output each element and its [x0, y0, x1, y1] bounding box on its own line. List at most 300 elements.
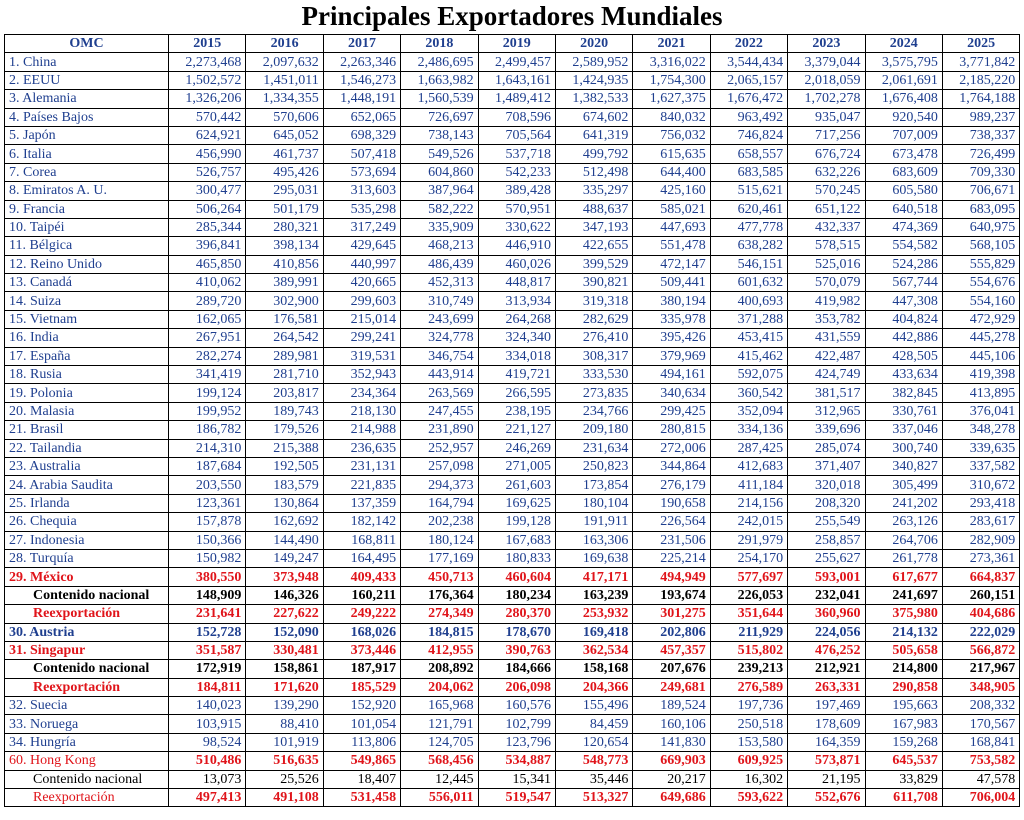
row-label: 16. India	[5, 329, 169, 347]
value-cell: 488,637	[555, 200, 632, 218]
table-row	[5, 274, 1020, 292]
value-cell: 150,982	[169, 549, 246, 567]
value-cell: 160,211	[323, 586, 400, 604]
value-cell: 187,684	[169, 457, 246, 475]
value-cell: 705,564	[478, 126, 555, 144]
value-cell: 12,445	[401, 770, 478, 788]
header-year: 2015	[169, 35, 246, 53]
value-cell: 352,094	[710, 402, 787, 420]
value-cell: 605,580	[865, 182, 942, 200]
value-cell: 1,334,355	[246, 90, 323, 108]
value-cell: 1,451,011	[246, 71, 323, 89]
value-cell: 457,357	[633, 641, 710, 659]
value-cell: 413,895	[942, 384, 1019, 402]
value-cell: 101,919	[246, 733, 323, 751]
value-cell: 3,544,434	[710, 53, 787, 71]
value-cell: 152,090	[246, 623, 323, 641]
value-cell: 302,900	[246, 292, 323, 310]
value-cell: 390,821	[555, 274, 632, 292]
value-cell: 276,179	[633, 476, 710, 494]
value-cell: 249,222	[323, 605, 400, 623]
value-cell: 512,498	[555, 163, 632, 181]
value-cell: 187,917	[323, 660, 400, 678]
value-cell: 282,274	[169, 347, 246, 365]
value-cell: 171,620	[246, 678, 323, 696]
value-cell: 308,317	[555, 347, 632, 365]
value-cell: 301,275	[633, 605, 710, 623]
table-row	[5, 90, 1020, 108]
value-cell: 98,524	[169, 733, 246, 751]
value-cell: 651,122	[788, 200, 865, 218]
value-cell: 317,249	[323, 218, 400, 236]
value-cell: 195,663	[865, 697, 942, 715]
row-label: 14. Suiza	[5, 292, 169, 310]
value-cell: 186,782	[169, 421, 246, 439]
value-cell: 419,721	[478, 366, 555, 384]
value-cell: 162,692	[246, 513, 323, 531]
value-cell: 445,106	[942, 347, 1019, 365]
value-cell: 708,596	[478, 108, 555, 126]
value-cell: 162,065	[169, 310, 246, 328]
value-cell: 177,169	[401, 549, 478, 567]
value-cell: 139,290	[246, 697, 323, 715]
value-cell: 535,298	[323, 200, 400, 218]
value-cell: 632,226	[788, 163, 865, 181]
value-cell: 380,550	[169, 568, 246, 586]
value-cell: 158,861	[246, 660, 323, 678]
value-cell: 601,632	[710, 274, 787, 292]
value-cell: 446,910	[478, 237, 555, 255]
value-cell: 241,202	[865, 494, 942, 512]
value-cell: 84,459	[555, 715, 632, 733]
value-cell: 573,694	[323, 163, 400, 181]
value-cell: 312,965	[788, 402, 865, 420]
value-cell: 472,929	[942, 310, 1019, 328]
table-row	[5, 678, 1020, 696]
value-cell: 3,575,795	[865, 53, 942, 71]
value-cell: 505,658	[865, 641, 942, 659]
value-cell: 515,621	[710, 182, 787, 200]
value-cell: 3,379,044	[788, 53, 865, 71]
value-cell: 593,001	[788, 568, 865, 586]
table-row	[5, 531, 1020, 549]
header-year: 2025	[942, 35, 1019, 53]
value-cell: 178,609	[788, 715, 865, 733]
table-row	[5, 421, 1020, 439]
value-cell: 554,160	[942, 292, 1019, 310]
value-cell: 746,824	[710, 126, 787, 144]
value-cell: 247,455	[401, 402, 478, 420]
value-cell: 285,074	[788, 439, 865, 457]
row-label: 7. Corea	[5, 163, 169, 181]
value-cell: 340,827	[865, 457, 942, 475]
value-cell: 330,761	[865, 402, 942, 420]
table-row	[5, 292, 1020, 310]
value-cell: 422,487	[788, 347, 865, 365]
value-cell: 509,441	[633, 274, 710, 292]
value-cell: 313,934	[478, 292, 555, 310]
value-cell: 2,185,220	[942, 71, 1019, 89]
value-cell: 176,364	[401, 586, 478, 604]
value-cell: 294,373	[401, 476, 478, 494]
row-label: 18. Rusia	[5, 366, 169, 384]
value-cell: 1,546,273	[323, 71, 400, 89]
value-cell: 330,481	[246, 641, 323, 659]
value-cell: 549,526	[401, 145, 478, 163]
value-cell: 424,749	[788, 366, 865, 384]
value-cell: 644,400	[633, 163, 710, 181]
value-cell: 169,625	[478, 494, 555, 512]
row-label: 26. Chequia	[5, 513, 169, 531]
value-cell: 433,634	[865, 366, 942, 384]
value-cell: 189,524	[633, 697, 710, 715]
value-cell: 525,016	[788, 255, 865, 273]
value-cell: 1,764,188	[942, 90, 1019, 108]
header-year: 2018	[401, 35, 478, 53]
value-cell: 664,837	[942, 568, 1019, 586]
value-cell: 390,763	[478, 641, 555, 659]
value-cell: 214,988	[323, 421, 400, 439]
value-cell: 756,032	[633, 126, 710, 144]
value-cell: 1,382,533	[555, 90, 632, 108]
value-cell: 13,073	[169, 770, 246, 788]
value-cell: 593,622	[710, 789, 787, 807]
value-cell: 552,676	[788, 789, 865, 807]
value-cell: 173,854	[555, 476, 632, 494]
value-cell: 617,677	[865, 568, 942, 586]
value-cell: 546,151	[710, 255, 787, 273]
row-label: Contenido nacional	[5, 770, 169, 788]
value-cell: 339,635	[942, 439, 1019, 457]
value-cell: 120,654	[555, 733, 632, 751]
value-cell: 577,697	[710, 568, 787, 586]
value-cell: 287,425	[710, 439, 787, 457]
value-cell: 189,743	[246, 402, 323, 420]
value-cell: 167,683	[478, 531, 555, 549]
value-cell: 330,622	[478, 218, 555, 236]
value-cell: 335,297	[555, 182, 632, 200]
value-cell: 515,802	[710, 641, 787, 659]
value-cell: 549,865	[323, 752, 400, 770]
value-cell: 1,627,375	[633, 90, 710, 108]
value-cell: 334,018	[478, 347, 555, 365]
value-cell: 280,370	[478, 605, 555, 623]
value-cell: 255,627	[788, 549, 865, 567]
value-cell: 242,015	[710, 513, 787, 531]
value-cell: 524,286	[865, 255, 942, 273]
value-cell: 2,061,691	[865, 71, 942, 89]
value-cell: 706,004	[942, 789, 1019, 807]
value-cell: 255,549	[788, 513, 865, 531]
value-cell: 2,273,468	[169, 53, 246, 71]
value-cell: 197,469	[788, 697, 865, 715]
value-cell: 429,645	[323, 237, 400, 255]
value-cell: 486,439	[401, 255, 478, 273]
value-cell: 592,075	[710, 366, 787, 384]
value-cell: 88,410	[246, 715, 323, 733]
header-year: 2017	[323, 35, 400, 53]
value-cell: 570,079	[788, 274, 865, 292]
value-cell: 440,997	[323, 255, 400, 273]
value-cell: 158,168	[555, 660, 632, 678]
value-cell: 570,245	[788, 182, 865, 200]
value-cell: 381,517	[788, 384, 865, 402]
value-cell: 199,128	[478, 513, 555, 531]
table-row	[5, 568, 1020, 586]
value-cell: 234,364	[323, 384, 400, 402]
table-row	[5, 641, 1020, 659]
header-omc: OMC	[5, 35, 169, 53]
value-cell: 1,489,412	[478, 90, 555, 108]
value-cell: 222,029	[942, 623, 1019, 641]
value-cell: 164,359	[788, 733, 865, 751]
value-cell: 362,534	[555, 641, 632, 659]
value-cell: 472,147	[633, 255, 710, 273]
value-cell: 299,425	[633, 402, 710, 420]
value-cell: 2,097,632	[246, 53, 323, 71]
value-cell: 212,921	[788, 660, 865, 678]
value-cell: 683,609	[865, 163, 942, 181]
value-cell: 1,676,408	[865, 90, 942, 108]
value-cell: 184,811	[169, 678, 246, 696]
value-cell: 164,495	[323, 549, 400, 567]
value-cell: 548,773	[555, 752, 632, 770]
value-cell: 263,126	[865, 513, 942, 531]
value-cell: 148,909	[169, 586, 246, 604]
value-cell: 428,505	[865, 347, 942, 365]
value-cell: 419,982	[788, 292, 865, 310]
table-row	[5, 715, 1020, 733]
value-cell: 476,252	[788, 641, 865, 659]
value-cell: 531,458	[323, 789, 400, 807]
table-row	[5, 255, 1020, 273]
row-label: 22. Tailandia	[5, 439, 169, 457]
value-cell: 443,914	[401, 366, 478, 384]
value-cell: 2,018,059	[788, 71, 865, 89]
value-cell: 130,864	[246, 494, 323, 512]
value-cell: 221,835	[323, 476, 400, 494]
value-cell: 453,415	[710, 329, 787, 347]
value-cell: 180,833	[478, 549, 555, 567]
value-cell: 160,576	[478, 697, 555, 715]
row-label: 21. Brasil	[5, 421, 169, 439]
value-cell: 568,105	[942, 237, 1019, 255]
value-cell: 192,505	[246, 457, 323, 475]
value-cell: 989,237	[942, 108, 1019, 126]
value-cell: 706,671	[942, 182, 1019, 200]
value-cell: 208,320	[788, 494, 865, 512]
row-label: 1. China	[5, 53, 169, 71]
value-cell: 499,792	[555, 145, 632, 163]
value-cell: 261,603	[478, 476, 555, 494]
value-cell: 258,857	[788, 531, 865, 549]
value-cell: 281,710	[246, 366, 323, 384]
value-cell: 202,238	[401, 513, 478, 531]
value-cell: 409,433	[323, 568, 400, 586]
table-row	[5, 586, 1020, 604]
value-cell: 273,835	[555, 384, 632, 402]
value-cell: 295,031	[246, 182, 323, 200]
value-cell: 347,193	[555, 218, 632, 236]
value-cell: 568,456	[401, 752, 478, 770]
value-cell: 570,951	[478, 200, 555, 218]
row-label: Contenido nacional	[5, 660, 169, 678]
value-cell: 1,424,935	[555, 71, 632, 89]
value-cell: 155,496	[555, 697, 632, 715]
value-cell: 113,806	[323, 733, 400, 751]
table-row	[5, 200, 1020, 218]
value-cell: 452,313	[401, 274, 478, 292]
value-cell: 305,499	[865, 476, 942, 494]
value-cell: 184,666	[478, 660, 555, 678]
table-row	[5, 366, 1020, 384]
value-cell: 683,585	[710, 163, 787, 181]
value-cell: 1,754,300	[633, 71, 710, 89]
value-cell: 190,658	[633, 494, 710, 512]
value-cell: 165,968	[401, 697, 478, 715]
value-cell: 448,817	[478, 274, 555, 292]
value-cell: 510,486	[169, 752, 246, 770]
row-label: 33. Noruega	[5, 715, 169, 733]
value-cell: 840,032	[633, 108, 710, 126]
table-row	[5, 770, 1020, 788]
value-cell: 169,638	[555, 549, 632, 567]
value-cell: 234,766	[555, 402, 632, 420]
header-year: 2022	[710, 35, 787, 53]
value-cell: 398,134	[246, 237, 323, 255]
value-cell: 324,340	[478, 329, 555, 347]
row-label: 27. Indonesia	[5, 531, 169, 549]
value-cell: 676,724	[788, 145, 865, 163]
value-cell: 411,184	[710, 476, 787, 494]
value-cell: 280,321	[246, 218, 323, 236]
value-cell: 178,670	[478, 623, 555, 641]
value-cell: 431,559	[788, 329, 865, 347]
value-cell: 226,564	[633, 513, 710, 531]
value-cell: 461,737	[246, 145, 323, 163]
table-row	[5, 752, 1020, 770]
value-cell: 137,359	[323, 494, 400, 512]
value-cell: 555,829	[942, 255, 1019, 273]
value-cell: 920,540	[865, 108, 942, 126]
value-cell: 144,490	[246, 531, 323, 549]
value-cell: 620,461	[710, 200, 787, 218]
value-cell: 207,676	[633, 660, 710, 678]
value-cell: 266,595	[478, 384, 555, 402]
value-cell: 652,065	[323, 108, 400, 126]
value-cell: 160,106	[633, 715, 710, 733]
value-cell: 319,318	[555, 292, 632, 310]
row-label: 12. Reino Unido	[5, 255, 169, 273]
value-cell: 263,331	[788, 678, 865, 696]
value-cell: 103,915	[169, 715, 246, 733]
value-cell: 204,062	[401, 678, 478, 696]
value-cell: 573,871	[788, 752, 865, 770]
value-cell: 491,108	[246, 789, 323, 807]
value-cell: 604,860	[401, 163, 478, 181]
value-cell: 146,326	[246, 586, 323, 604]
value-cell: 495,426	[246, 163, 323, 181]
value-cell: 241,697	[865, 586, 942, 604]
value-cell: 149,247	[246, 549, 323, 567]
value-cell: 163,306	[555, 531, 632, 549]
value-cell: 214,800	[865, 660, 942, 678]
row-label: 10. Taipéi	[5, 218, 169, 236]
value-cell: 474,369	[865, 218, 942, 236]
table-row	[5, 71, 1020, 89]
value-cell: 387,964	[401, 182, 478, 200]
value-cell: 395,426	[633, 329, 710, 347]
value-cell: 460,604	[478, 568, 555, 586]
value-cell: 360,542	[710, 384, 787, 402]
value-cell: 615,635	[633, 145, 710, 163]
value-cell: 640,975	[942, 218, 1019, 236]
row-label: 20. Malasia	[5, 402, 169, 420]
value-cell: 1,560,539	[401, 90, 478, 108]
value-cell: 717,256	[788, 126, 865, 144]
value-cell: 709,330	[942, 163, 1019, 181]
value-cell: 468,213	[401, 237, 478, 255]
value-cell: 537,718	[478, 145, 555, 163]
value-cell: 1,702,278	[788, 90, 865, 108]
table-row	[5, 494, 1020, 512]
value-cell: 389,428	[478, 182, 555, 200]
value-cell: 507,418	[323, 145, 400, 163]
value-cell: 1,643,161	[478, 71, 555, 89]
value-cell: 935,047	[788, 108, 865, 126]
value-cell: 227,622	[246, 605, 323, 623]
value-cell: 214,132	[865, 623, 942, 641]
value-cell: 282,909	[942, 531, 1019, 549]
value-cell: 516,635	[246, 752, 323, 770]
value-cell: 224,056	[788, 623, 865, 641]
value-cell: 197,736	[710, 697, 787, 715]
value-cell: 184,815	[401, 623, 478, 641]
value-cell: 152,920	[323, 697, 400, 715]
row-label: 34. Hungría	[5, 733, 169, 751]
value-cell: 1,502,572	[169, 71, 246, 89]
value-cell: 226,053	[710, 586, 787, 604]
value-cell: 231,506	[633, 531, 710, 549]
value-cell: 352,943	[323, 366, 400, 384]
value-cell: 25,526	[246, 770, 323, 788]
value-cell: 337,046	[865, 421, 942, 439]
row-label: 9. Francia	[5, 200, 169, 218]
value-cell: 141,830	[633, 733, 710, 751]
value-cell: 649,686	[633, 789, 710, 807]
value-cell: 16,302	[710, 770, 787, 788]
value-cell: 412,955	[401, 641, 478, 659]
value-cell: 450,713	[401, 568, 478, 586]
value-cell: 157,878	[169, 513, 246, 531]
value-cell: 382,845	[865, 384, 942, 402]
table-row	[5, 697, 1020, 715]
header-year: 2023	[788, 35, 865, 53]
value-cell: 267,951	[169, 329, 246, 347]
value-cell: 611,708	[865, 789, 942, 807]
value-cell: 456,990	[169, 145, 246, 163]
value-cell: 333,530	[555, 366, 632, 384]
value-cell: 380,194	[633, 292, 710, 310]
value-cell: 460,026	[478, 255, 555, 273]
value-cell: 399,529	[555, 255, 632, 273]
value-cell: 254,170	[710, 549, 787, 567]
table-row	[5, 329, 1020, 347]
row-label: 13. Canadá	[5, 274, 169, 292]
row-label: Reexportación	[5, 678, 169, 696]
value-cell: 3,771,842	[942, 53, 1019, 71]
row-label: 24. Arabia Saudita	[5, 476, 169, 494]
